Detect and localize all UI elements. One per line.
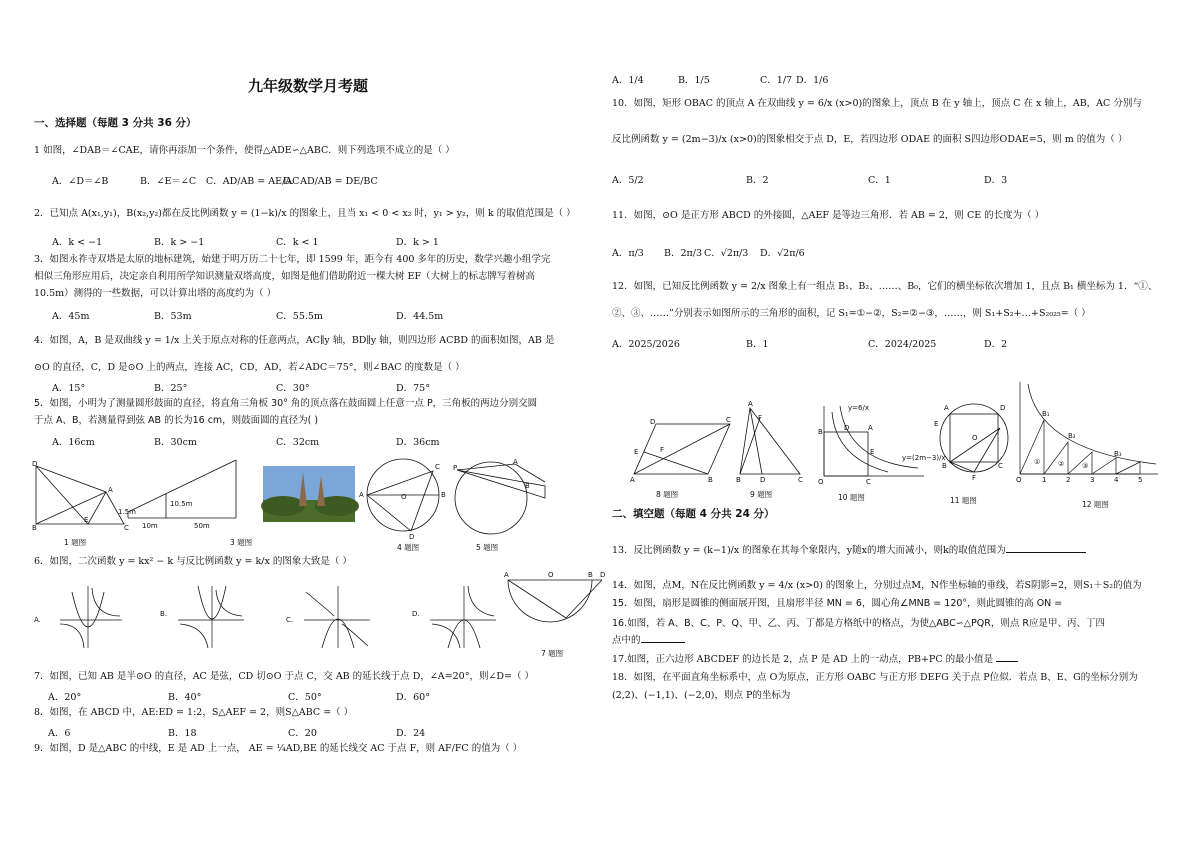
svg-text:A: A [630,476,635,484]
right-column [612,0,1192,849]
question-3-line-2: 相似三角形应用后，决定亲自利用所学知识测量双塔高度，如图是他们借助附近一棵大树 EF（大树上的标志牌写着树高 [34,271,536,282]
q4-option-c: C．30° [276,383,310,394]
question-4-line-2: ⊙O 的直径，C，D 是⊙O 上的两点，连接 AC，CD，AD，若∠ADC＝75°，则∠BAC 的度数是（ ） [34,362,465,373]
q6-option-a: A. [34,616,41,624]
caption-figure-7: 7 题图 [541,649,564,658]
question-17-text: 17.如图，正六边形 ABCDEF 的边长是 2，点 P 是 AD 上的一动点，PB+PC 的最小值是 [612,654,994,665]
q11-option-d: D．√2π/6 [760,248,805,259]
svg-text:B: B [588,571,593,579]
q3-option-d: D．44.5m [396,311,444,322]
caption-figure-12: 12 题图 [1082,500,1109,509]
q3-option-c: C．55.5m [276,311,323,322]
svg-text:y=(2m−3)/x: y=(2m−3)/x [902,454,946,462]
caption-figure-1: 1 题图 [64,538,87,547]
q10-option-c: C．1 [868,175,891,186]
q5-option-d: D．36cm [396,437,440,448]
q7-option-d: D．60° [396,692,430,703]
section-choice-heading: 一、选择题（每题 3 分共 36 分） [34,117,197,129]
svg-text:C: C [798,476,803,484]
q7-option-a: A．20° [48,692,82,703]
question-13 [612,545,1086,557]
q8-option-b: B．18 [168,728,197,739]
svg-text:D: D [1000,404,1006,412]
svg-text:A: A [748,400,753,408]
q12-option-d: D．2 [984,339,1008,350]
caption-figure-8: 8 题图 [656,490,679,499]
caption-figure-10: 10 题图 [838,493,865,502]
question-5-line-2: 于点 A、B，若测量得到弦 AB 的长为16 cm，则鼓面圆的直径为( ) [34,415,319,426]
svg-text:D: D [409,533,415,541]
caption-figure-3: 3 题图 [230,538,253,547]
figure-9 [736,402,806,484]
svg-text:B: B [441,491,446,499]
q6-option-d: D. [412,610,420,618]
question-14: 14．如图，点M，N在反比例函数 y = 4/x (x>0) 的图象上，分别过点M，N作坐标轴的垂线，若S阴影=2，则S₁＋S₂的值为 [612,580,1142,591]
svg-text:C: C [124,524,129,532]
q8-option-a: A．6 [48,728,71,739]
q8-option-c: C．20 [288,728,317,739]
svg-text:①: ① [1034,458,1041,466]
svg-text:F: F [972,474,977,482]
svg-text:②: ② [1058,460,1065,468]
question-1: 1 如图，∠DAB＝∠CAE，请你再添加一个条件，使得△ADE∽△ABC．则下列选项不成立的是（ ） [34,145,455,156]
question-9: 9．如图，D 是△ABC 的中线，E 是 AD 上一点， AE = ¼AD,BE 的延长线交 AC 于点 F，则 AF/FC 的值为（ ） [34,743,523,754]
question-13-text: 13．反比例函数 y = (k−1)/x 的图象在其每个象限内，y随x的增大而减小，则k的取值范围为 [612,545,1006,556]
q3-option-b: B．53m [154,311,192,322]
question-16-line-1: 16.如图，若 A、B、C、P、Q、甲、乙、丙、丁都是方格纸中的格点，为使△ABC∽△PQR，则点 R应是甲、丙、丁四 [612,618,1105,629]
svg-text:A: A [504,571,509,579]
caption-figure-5: 5 题图 [476,543,499,552]
svg-text:C: C [866,478,871,486]
question-4-line-1: 4．如图，A，B 是双曲线 y = 1/x 上关于原点对称的任意两点，AC∥y 轴，BD∥y 轴，则四边形 ACBD 的面积如图，AB 是 [34,335,555,346]
fig3-label-50m: 50m [194,522,210,530]
q1-option-c: C．AD/AB = AE/AC [206,176,300,187]
svg-text:5: 5 [1138,476,1143,484]
svg-text:O: O [972,434,978,442]
question-3-line-1: 3．如图永祚寺双塔是太原的地标建筑，始建于明万历二十七年，即 1599 年，距今有 400 多年的历史，数学兴趣小组学完 [34,254,551,265]
question-6: 6．如图，二次函数 y = kx² − k 与反比例函数 y = k/x 的图象大致是（ ） [34,556,352,567]
question-12-line-2: ②、③、……”分别表示如图所示的三角形的面积，记 S₁=①−②，S₂=②−③，……，则 S₁+S₂+…+S₂₀₂₅=（ ） [612,308,1091,319]
q1-option-a: A．∠D＝∠B [52,176,109,187]
svg-text:B: B [818,428,823,436]
svg-text:A: A [108,486,113,494]
q9-option-a: A．1/4 [612,75,644,86]
q3-option-a: A．45m [52,311,90,322]
fig3-label-10-5m: 10.5m [170,500,193,508]
svg-text:E: E [870,448,875,456]
figure-5 [453,458,553,538]
q11-option-a: A．π/3 [612,248,644,259]
page-title: 九年级数学月考题 [248,77,369,95]
svg-text:B₁: B₁ [1042,410,1050,418]
question-15: 15．如图，扇形是圆锥的侧面展开图，且扇形半径 MN = 6，圆心角∠MNB = 120°，则此圆锥的高 ON = [612,598,1063,609]
q4-option-a: A．15° [52,383,86,394]
figure-10 [818,402,946,486]
fig3-label-10m: 10m [142,522,158,530]
q2-option-c: C．k < 1 [276,237,319,248]
question-10-line-1: 10．如图，矩形 OBAC 的顶点 A 在双曲线 y = 6/x (x>0)的图象上，顶点 B 在 y 轴上，顶点 C 在 x 轴上，AB，AC 分别与 [612,98,1142,109]
svg-text:E: E [84,516,89,524]
q11-option-c: C．√2π/3 [704,248,749,259]
q7-option-b: B．40° [168,692,202,703]
svg-text:4: 4 [1114,476,1119,484]
svg-text:A: A [944,404,949,412]
svg-text:B₃: B₃ [1114,450,1122,458]
caption-figure-9: 9 题图 [750,490,773,499]
q12-option-a: A．2025/2026 [612,339,680,350]
q2-option-a: A．k < −1 [52,237,103,248]
svg-text:D: D [600,571,606,579]
svg-text:B: B [708,476,713,484]
svg-text:D: D [844,424,850,432]
q4-option-b: B．25° [154,383,188,394]
svg-text:D: D [650,418,656,426]
left-column [28,0,608,849]
caption-figure-11: 11 题图 [950,496,977,505]
svg-text:A: A [359,491,364,499]
svg-text:B: B [736,476,741,484]
q1-option-b: B．∠E＝∠C [140,176,197,187]
q2-option-d: D．k > 1 [396,237,439,248]
q6-option-b: B. [160,610,168,618]
caption-figure-4: 4 题图 [397,543,420,552]
question-18-line-2: (2,2)、(−1,1)、(−2,0)，则点 P的坐标为 [612,690,791,701]
svg-text:C: C [726,416,731,424]
svg-text:A: A [868,424,873,432]
question-10-line-2: 反比例函数 y = (2m−3)/x (x>0)的图象相交于点 D，E，若四边形 ODAE 的面积 S四边形ODAE=5，则 m 的值为（ ） [612,134,1128,145]
q1-option-d: D．AD/AB = DE/BC [283,176,378,187]
svg-text:C: C [435,463,440,471]
figure-3 [118,456,248,532]
svg-text:F: F [758,414,763,422]
q7-option-c: C．50° [288,692,322,703]
q6-option-c: C. [286,616,294,624]
svg-text:2: 2 [1066,476,1071,484]
fig3-label-1-5m: 1.5m [118,508,136,516]
section-fill-heading: 二、填空题（每题 4 分共 24 分） [612,508,775,520]
svg-text:A: A [513,458,518,466]
question-17 [612,654,1018,666]
q5-option-c: C．32cm [276,437,320,448]
question-12-line-1: 12．如图，已知反比例函数 y = 2/x 图象上有一组点 B₁、B₂、……、B₀，它们的横坐标依次增加 1，且点 B₁ 横坐标为 1．“①、 [612,281,1158,292]
question-5-line-1: 5．如图，小明为了测量圆形鼓面的直径，将直角三角板 30° 角的顶点落在鼓面圆上任意一点 P，三角板的两边分别交圆 [34,398,538,409]
q12-option-b: B．1 [746,339,769,350]
question-16-line-2 [612,635,685,647]
svg-text:O: O [1016,476,1022,484]
q10-option-a: A．5/2 [612,175,644,186]
question-3-line-3: 10.5m）测得的一些数据，可以计算出塔的高度约为（ ） [34,288,277,299]
q11-option-b: B．2π/3 [664,248,703,259]
svg-text:O: O [548,571,554,579]
q12-option-c: C．2024/2025 [868,339,937,350]
pagoda-photo [263,466,355,522]
q5-option-b: B．30cm [154,437,197,448]
svg-text:B: B [525,482,530,490]
q9-option-c: C．1/7 [760,75,793,86]
q8-option-d: D．24 [396,728,426,739]
q5-option-a: A．16cm [52,437,95,448]
q10-option-d: D．3 [984,175,1008,186]
svg-text:3: 3 [1090,476,1095,484]
svg-text:B: B [32,524,37,532]
q2-option-b: B．k > −1 [154,237,205,248]
svg-text:E: E [934,420,939,428]
svg-text:O: O [818,478,824,486]
figure-11 [930,398,1016,484]
svg-text:F: F [660,446,665,454]
svg-text:y=6/x: y=6/x [848,404,869,412]
question-2: 2．已知点 A(x₁,y₁)，B(x₂,y₂)都在反比例函数 y = (1−k)/x 的图象上，且当 x₁ < 0 < x₂ 时，y₁ > y₂，则 k 的取值范围是（ ） [34,208,576,219]
q9-option-d: D．1/6 [796,75,829,86]
svg-text:B₂: B₂ [1068,432,1076,440]
question-16-line-2-text: 点中的 [612,635,641,646]
q6-graphs [34,582,528,650]
svg-text:O: O [401,493,407,501]
figure-4 [359,455,446,541]
question-18-line-1: 18．如图，在平面直角坐标系中，点 O为原点，正方形 OABC 与正方形 DEFG 关于点 P位似．若点 B、E、G的坐标分别为 [612,672,1138,683]
figure-7 [504,570,604,650]
q4-option-d: D．75° [396,383,430,394]
svg-text:D: D [760,476,766,484]
svg-text:B: B [942,462,947,470]
svg-text:D: D [32,460,38,468]
question-11: 11．如图，⊙O 是正方形 ABCD 的外接圆，△AEF 是等边三角形．若 AB = 2，则 CE 的长度为（ ） [612,210,1045,221]
question-8: 8．如图，在 ABCD 中，AE:ED = 1:2，S△AEF = 2，则S△ABC =（ ） [34,707,354,718]
svg-text:1: 1 [1042,476,1047,484]
figure-12 [1014,380,1164,484]
figure-8 [626,418,734,484]
svg-text:C: C [998,462,1003,470]
question-7: 7．如图，已知 AB 是半⊙O 的直径，AC 是弦，CD 切⊙O 于点 C，交 AB 的延长线于点 D，∠A=20°，则∠D=（ ） [34,671,534,682]
svg-text:③: ③ [1082,462,1089,470]
q9-option-b: B．1/5 [678,75,710,86]
svg-text:P: P [453,464,458,472]
q10-option-b: B．2 [746,175,769,186]
svg-text:E: E [634,448,639,456]
